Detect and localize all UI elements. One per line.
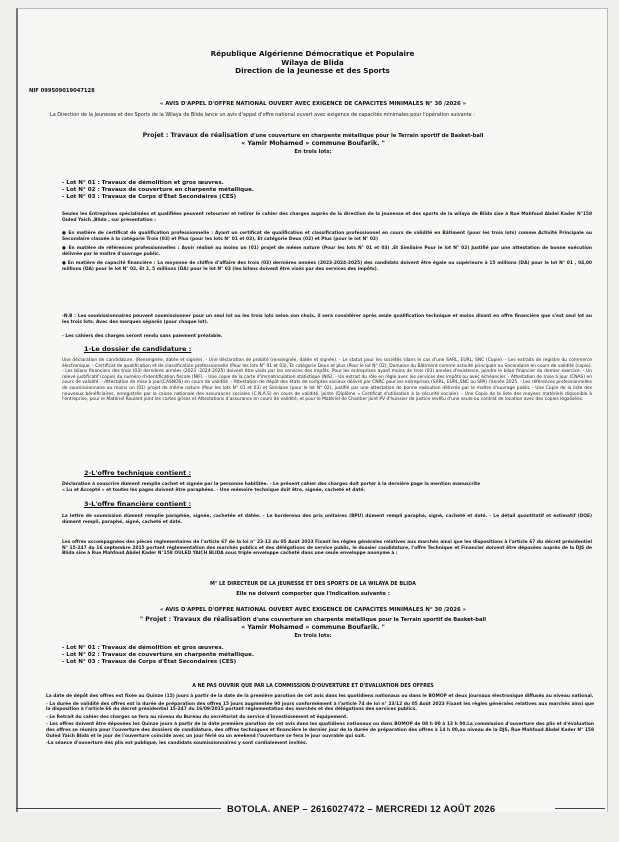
project-block-2 (38, 616, 588, 640)
project-label-2: " Projet : Travaux de réalisation (139, 616, 251, 623)
section-offre-financiere: 3-L'offre financière contient : (84, 500, 192, 508)
lot-2-item: - Lot N° 02 : Travaux de couverture en charpente métallique. (62, 187, 255, 193)
dossier-candidature-text: Une déclaration de candidature. (Renseignée, datée et signée). - Une déclaration de probité (renseignée, datée et signée). - Le statut pour les sociétés (dans le cas d'une SARL, EURL, SNC (Copie). - Les extraits de registre du commerce électronique. - Certificat de qualification et de classification professionnelle (Pour les lots N° 01 et 03), Et catégorie Deux et plus (Pour le lot N° 02), Domaine du Bâtiment comme activité principale ou Secondaire en cours de validité (copie). - Les bilans financiers des trois (03) dernières années (2023 -2024-2025) doivent être visés par les services des impôts. Pour les entreprises ayant moins de trois (03) années d'existence, joindre le bilan financier du dernier exercice. - Un relevé justificatif (copie) du numéro d'identification fiscale (NIF). - Une copie de la carte d'immatriculation statistique (NIS). - Un extrait du rôle en règle avec les services des impôts ou avec échéancier. - Attestation de mise à jour (CNAS) en cours de validité. - Attestation de mise à jour(CASNOS) en cours de validité. - Attestation de dépôt des états de comptes sociaux délivré par CNRC pour les entreprises (SARL, EURL,SNC ou SPA) l'année 2025. - Les références professionnelles de soumissionnaire au moins un (01) projet de même nature (Pour les lots N° 01 et 03) et Similaire (pour le lot N° 02), justifié par une attestation de bonne exécution délivrée par le maître d'ouvrage public - Une Copie de la liste des nouveaux bénéficiaires, enregistrée par la caisse nationale des assurances sociales (C.N.A.S) en cours de validité, jointe (Diplôme « Certificat d'utilisation à la sécurité sociale). - Une Copie de la liste des moyens matériels disponible à l'entreprise, pour le Matériel Roulant joint les cartes grises et Attestations d'assurance en cours de validité, et pour le Matériel de Chantier joint PV d'huissier de justice revêtu d'une seule ou contrat de location avec des copies légalisées. (62, 358, 592, 403)
lot-1-item: - Lot N° 01 : Travaux de démolition et gros œuvres. (62, 645, 224, 651)
offre-financiere-text: La lettre de soumission dûment remplie paraphée, signée, cachetée et datée. - Le bordereau des prix unitaires (BPU) dûment rempli paraphé, signé, cacheté et daté. - Le détail quantitatif et estimatif (DQE) dûment rempli, paraphé, signé, cacheté et daté. (62, 514, 592, 525)
bullet-icon: ● (62, 261, 68, 267)
seance-paragraph: -La séance d'ouverture des plis est publique, les candidats soumissionnaires y sont cordialement invités. (46, 741, 308, 747)
requirement-financial: ● En matière de capacité financière : La moyenne de chiffre d'affaire des trois (03) dernières années (2023-2024-2025) des candidats doivent être égale ou supérieure à 15 millions (DA) pour le lot N° 01 , 04,00 millions (DA) pour le lot N° 02, Et 2, 5 millions (DA) pour le lot N° 03 (les bilans doivent être visés par des services des impôts). (62, 261, 592, 272)
lots-list-2 (62, 645, 254, 666)
validite-paragraph: - La durée de validité des offres est la durée de préparation des offres 15 jours augmentée 90 jours conformément à l'article 74 de loi n° 23/12 du 05 Août 2023 Fixant les règles générales relatives aux marchés ainsi que la disposition à l'article 66 du décret présidentiel 15-247 du 16/09/2015 portant réglementation des marchés et des délégations des services publics. (46, 701, 594, 713)
nif-number: NIF 099509019047128 (29, 88, 95, 94)
header-republic: République Algérienne Démocratique et Populaire (210, 49, 415, 58)
avis-title-2: « AVIS D'APPEL D'OFFRE NATIONAL OUVERT AVEC EXIGENCE DE CAPACITES MINIMALES N° 30 /2026 » (159, 607, 467, 613)
project-text-2: d'une couverture en charpente métallique pour le Terrain sportif de Basket-ball (252, 617, 487, 623)
header-wilaya: Wilaya de Blida (281, 57, 344, 67)
date-depot-paragraph: La date de dépôt des offres est fixée au Quinze (15) jours à partir de la date de la première parution de cet avis dans les quotidiens nationaux ou dans le BOMOP et deux journaux électronique diffusés au niveau national. (46, 694, 594, 699)
lots-header-1: En trois lots: (294, 149, 332, 155)
project-name-1: « Yamir Mohamed » commune Boufarik. " (241, 140, 385, 147)
intro-text: La Direction de la Jeunesse et des Sports de la Wilaya de Blida lance un avis d'appel d'offre national ouvert avec exigence de capacités minimales pour l'opération suivante : (50, 112, 475, 118)
cahiers-note: - Les cahiers des charges seront rendu sans paiement préalable. (62, 334, 223, 339)
closing-paragraphs (46, 694, 594, 747)
lots-list-1 (62, 180, 254, 201)
retrait-paragraph: - Le Retrait du cahier des charges se fera au niveau du Bureau du secrétariat du service d'investissement et équipement. (46, 714, 348, 720)
offres-presentation-text: Les offres accompagnées des pièces réglementaires de l'article 67 de la loi n° 23-12 du 05 Août 2023 Fixant les règles générales relatives aux marchés ainsi que les dispositions à l'article 67 du décret présidentiel N° 15-247 du 16 septembre 2015 portant réglementation des marchés publics et des délégations de service public, le dossier candidature, l'offre Technique et Financier doivent être déposées auprès de la DJS de Blida sise à Rue Mahfoud Abdel Kader N°158 OULED YAICH BLIDA sous triple enveloppe cacheté dans une seule enveloppe anonyme à : (62, 540, 592, 557)
lot-2-item: - Lot N° 02 : Travaux de couverture en charpente métallique. (62, 652, 255, 658)
lot-1-item: - Lot N° 01 : Travaux de démolition et gros œuvres. (62, 180, 224, 186)
offre-technique-text: Déclaration à souscrire dûment remplie cachet et signée par la personne habilitée. - Le présent cahier des charges doit porter à la dernière page la mention manuscrite « Lu et Accepté » et toutes les pages doivent être paraphées. - Une mémoire technique doit être, signée, cacheté et daté. (62, 482, 481, 493)
footer-rule-left (16, 808, 221, 809)
seules-entreprises-text: Seules les Entreprises spécialisées et qualifiées peuvent retourner et retirer le cahier des charges auprès de la direction de la jeunesse et des sports de la wilaya de Blida sise à Rue Mahfoud Abdel Kader N°158 Ouled Yaich ,Blida , sur présentation : (62, 212, 592, 223)
section-offre-technique: 2-L'offre technique contient : (84, 469, 192, 477)
depot-paragraph: - Les offres doivent être déposées les Quinze jours à partir de la date première parution de cet avis dans les quotidiens nationaux ou dans BOMOP de 08 h 00 à 13 h 00.La commission d'ouverture des plis et d'évaluation des offres se réunira pour l'ouverture des dossiers de candidature, des offres techniques et financière le dernier jour de la durée de préparation des offres à 14 h 00,au niveau de la DJS, Rue Mahfoud Abdel Kader N° 158 Ouled Yaich Blida et le jour de l'ouverture coïncide avec un jour férié ou un weekend l'ouverture se fera le jour ouvrable qui suit. (46, 722, 594, 739)
opening-warning: A NE PAS OUVRIR QUE PAR LA COMMISSION D'OUVERTURE ET D'EVALUATION DES OFFRES (192, 684, 434, 689)
indication-line: Elle ne doivent comporter que l'indication suivante : (236, 591, 390, 597)
project-text-1: d'une couverture en charpente métallique pour le Terrain sportif de Basket-ball (250, 133, 484, 139)
project-name-2: « Yamir Mohamed » commune Boufarik. " (241, 624, 385, 631)
lot-3-item: - Lot N° 03 : Travaux de Corps d'État Secondaires (CES) (62, 194, 237, 200)
bullet-icon: ● (62, 231, 69, 236)
requirement-references: ● En matière de références professionnelles : Avoir réalisé au moins un (01) projet de même nature (Pour les lots N° 01 et 03) ,Et Similaire Pour le lot N° 02) Justifié par une attestation de bonne exécution délivrée par le maître d'ouvrage public. (62, 246, 592, 257)
tender-notice (16, 8, 608, 812)
requirement-qualification: ● En matière de certificat de qualification professionnelle : Ayant un certificat de qualification et classification professionnel en cours de validité en Bâtiment (pour les trois lots) comme Activité Principale ou Secondaire classée à la catégorie Trois (03) et Plus (pour les lots N° 01 et 03), Et catégorie Deux (02) et Plus (pour le lot N° 02) (62, 231, 592, 242)
nb-note: -N.B : Les soumissionnaires peuvent soumissionner pour un seul lot ou les trois lots selon son choix, il sera considérer après seule qualification technique et moins disant en offre financière que s'est seul lot au les trois lots. Avec des marques séparés (pour chaque lot). (62, 314, 592, 325)
project-label-1: Projet : Travaux de réalisation (142, 132, 249, 139)
lot-3-item: - Lot N° 03 : Travaux de Corps d'État Secondaires (CES) (62, 659, 237, 665)
footer-rule-right (555, 808, 605, 809)
avis-title-1: « AVIS D'APPEL D'OFFRE NATIONAL OUVERT AVEC EXIGENCE DE CAPACITES MINIMALES N° 30 /2026 » (159, 101, 467, 107)
project-title-1 (38, 132, 588, 140)
requirements-list (62, 231, 592, 273)
footer-publication-line: BOTOLA. ANEP – 2616027472 – MERCREDI 12 AOÛT 2026 (227, 803, 496, 814)
project-title-2 (38, 616, 588, 624)
header-direction: Direction de la Jeunesse et des Sports (235, 66, 390, 76)
section-dossier-candidature: 1-Le dossier de candidature : (84, 345, 192, 353)
lots-header-2: En trois lots: (294, 633, 332, 639)
project-block-1 (38, 132, 588, 156)
bullet-icon: ● (62, 246, 69, 252)
document-header (18, 50, 607, 76)
directeur-address: M° LE DIRECTEUR DE LA JEUNESSE ET DES SPORTS DE LA WILAYA DE BLIDA (210, 581, 416, 587)
